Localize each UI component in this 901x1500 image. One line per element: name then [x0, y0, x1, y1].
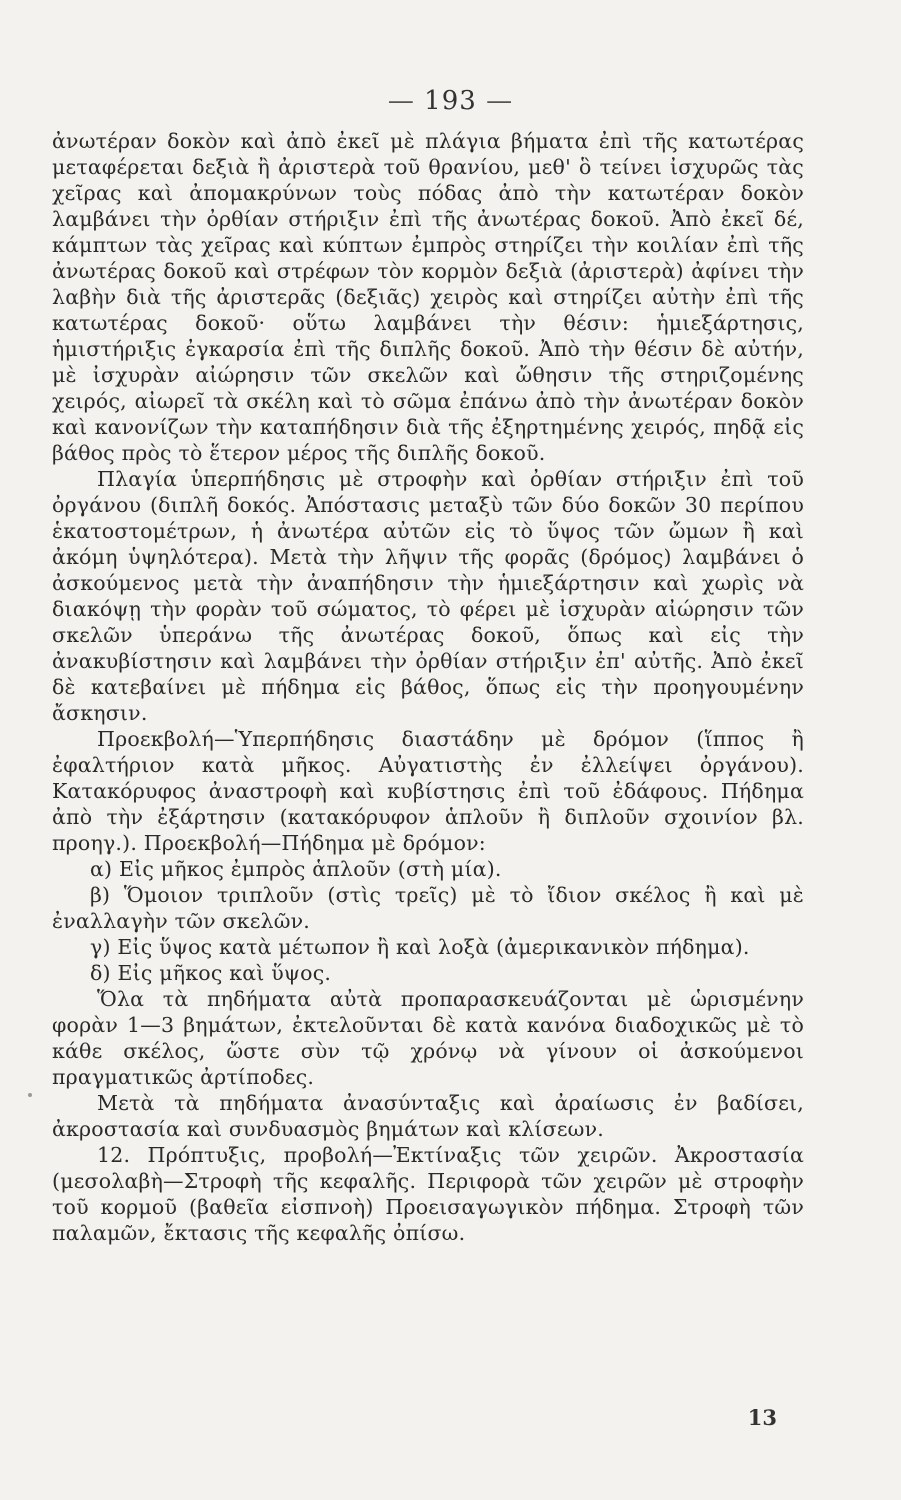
body-text	[52, 128, 804, 1246]
page-number: 193	[424, 86, 477, 116]
page-header: — 193 —	[387, 86, 514, 116]
list-item-a: α) Εἰς μῆκος ἐμπρὸς ἁπλοῦν (στὴ μία).	[90, 857, 502, 881]
paragraph-continued: ἀνωτέραν δοκὸν καὶ ἀπὸ ἐκεῖ μὲ πλάγια βήματα ἐπὶ τῆς κατωτέρας μεταφέρεται δεξιὰ ἢ ἀριστερὰ τοῦ θρανίου, μεθ' ὃ τείνει ἰσχυρῶς τὰς χεῖρας καὶ ἀπομακρύνων τοὺς πόδας ἀπὸ τὴν κατωτέραν δοκὸν λαμβάνει τὴν ὀρθίαν στήριξιν ἐπὶ τῆς ἀνωτέρας δοκοῦ. Ἀπὸ ἐκεῖ δέ, κάμπτων τὰς χεῖρας καὶ κύπτων ἐμπρὸς στηρίζει τὴν κοιλίαν ἐπὶ τῆς ἀνωτέρας δοκοῦ καὶ στρέφων τὸν κορμὸν δεξιὰ (ἀριστερὰ) ἀφίνει τὴν λαβὴν διὰ τῆς ἀριστερᾶς (δεξιᾶς) χειρὸς καὶ στηρίζει αὐτὴν ἐπὶ τῆς κατωτέρας δοκοῦ· οὕτω λαμβάνει τὴν θέσιν: ἡμιεξάρτησις, ἡμιστήριξις ἐγκαρσία ἐπὶ τῆς διπλῆς δοκοῦ. Ἀπὸ τὴν θέσιν δὲ αὐτήν, μὲ ἰσχυρὰν αἰώρησιν τῶν σκελῶν καὶ ὤθησιν τῆς στηριζομένης χειρός, αἰωρεῖ τὰ σκέλη καὶ τὸ σῶμα ἐπάνω ἀπὸ τὴν ἀνωτέραν δοκὸν καὶ κανονίζων τὴν καταπήδησιν διὰ τῆς ἐξηρτημένης χειρός, πηδᾷ εἰς βάθος πρὸς τὸ ἕτερον μέρος τῆς διπλῆς δοκοῦ.	[52, 129, 804, 465]
paragraph-all-jumps: Ὅλα τὰ πηδήματα αὐτὰ προπαρασκευάζονται μὲ ὡρισμένην φορὰν 1—3 βημάτων, ἐκτελοῦνται δὲ κατὰ κανόνα διαδοχικῶς μὲ τὸ κάθε σκέλος, ὥστε σὺν τῷ χρόνῳ νὰ γίνουν οἱ ἀσκούμενοι πραγματικῶς ἀρτίποδες.	[52, 987, 804, 1089]
ink-speck	[28, 1093, 32, 1097]
paragraph-side-vault: Πλαγία ὑπερπήδησις μὲ στροφὴν καὶ ὀρθίαν στήριξιν ἐπὶ τοῦ ὀργάνου (διπλῆ δοκός. Ἀπόστασις μεταξὺ τῶν δύο δοκῶν 30 περίπου ἑκατοστομέτρων, ἡ ἀνωτέρα αὐτῶν εἰς τὸ ὕψος τῶν ὤμων ἢ καὶ ἀκόμη ὑψηλότερα). Μετὰ τὴν λῆψιν τῆς φορᾶς (δρόμος) λαμβάνει ὁ ἀσκούμενος μετὰ τὴν ἀναπήδησιν τὴν ἡμιεξάρτησιν καὶ χωρὶς νὰ διακόψῃ τὴν φορὰν τοῦ σώματος, τὸ φέρει μὲ ἰσχυρὰν αἰώρησιν τῶν σκελῶν ὑπεράνω τῆς ἀνωτέρας δοκοῦ, ὅπως καὶ εἰς τὴν ἀνακυβίστησιν καὶ λαμβάνει τὴν ὀρθίαν στήριξιν ἐπ' αὐτῆς. Ἀπὸ ἐκεῖ δὲ κατεβαίνει μὲ πήδημα εἰς βάθος, ὅπως εἰς τὴν προηγουμένην ἄσκησιν.	[52, 467, 804, 725]
signature-number: 13	[747, 1405, 777, 1430]
paragraph-section-12: 12. Πρόπτυξις, προβολή—Ἐκτίναξις τῶν χειρῶν. Ἀκροστασία (μεσολαβὴ—Στροφὴ τῆς κεφαλῆς. Περιφορὰ τῶν χειρῶν μὲ στροφὴν τοῦ κορμοῦ (βαθεῖα εἰσπνοὴ) Προεισαγωγικὸν πήδημα. Στροφὴ τῶν παλαμῶν, ἔκτασις τῆς κεφαλῆς ὀπίσω.	[52, 1143, 804, 1245]
list-item-c: γ) Εἰς ὕψος κατὰ μέτωπον ἢ καὶ λοξὰ (ἀμερικανικὸν πήδημα).	[90, 935, 750, 959]
paragraph-after-jumps: Μετὰ τὰ πηδήματα ἀνασύνταξις καὶ ἀραίωσις ἐν βαδίσει, ἀκροστασία καὶ συνδυασμὸς βημάτων καὶ κλίσεων.	[52, 1091, 804, 1141]
list-item-b: β) Ὅμοιον τριπλοῦν (στὶς τρεῖς) μὲ τὸ ἴδιον σκέλος ἢ καὶ μὲ ἐναλλαγὴν τῶν σκελῶν.	[52, 883, 804, 933]
list-item-d: δ) Εἰς μῆκος καὶ ὕψος.	[90, 961, 332, 985]
paragraph-preliminary: Προεκβολή—Ὑπερπήδησις διαστάδην μὲ δρόμον (ἵππος ἢ ἐφαλτήριον κατὰ μῆκος. Αὐγατιστὴς ἐν ἐλλείψει ὀργάνου). Κατακόρυφος ἀναστροφὴ καὶ κυβίστησις ἐπὶ τοῦ ἐδάφους. Πήδημα ἀπὸ τὴν ἐξάρτησιν (κατακόρυφον ἁπλοῦν ἢ διπλοῦν σχοινίον βλ. προηγ.). Προεκβολή—Πήδημα μὲ δρόμον:	[52, 727, 804, 855]
